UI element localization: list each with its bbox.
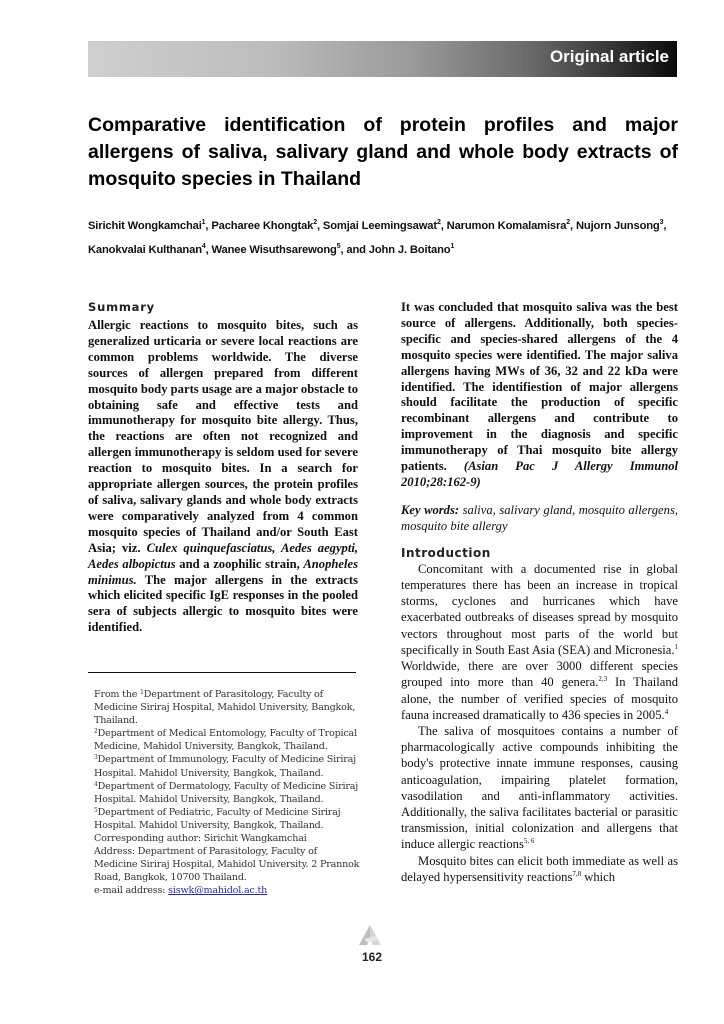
article-type-banner [88,41,677,77]
reference[interactable]: 2,3 [598,675,608,684]
author-list: Sirichit Wongkamchai$^1$, Pacharee Khongtak$^2$, Somjai Leemingsawat$^2$, Narumon Komalamisra$^2$, Nujorn Junsong$^3$, Kanokvalai Kulthanan$^4$, Wanee Wisuthsarewong$^5$, and John J. Boitano$^1$ [88,219,667,256]
article-type-label: Original article [549,47,669,66]
author: Somjai Leemingsawat$^2$ [322,219,441,232]
left-column [88,300,358,636]
keywords-value: saliva, salivary gland, mosquito allergens, mosquito bite allergy [401,502,678,533]
author: Sirichit Wongkamchai$^1$ [88,219,206,232]
footnote-divider [88,672,356,673]
keywords-label: Key words: [401,502,460,517]
page-number: 162 [361,950,383,964]
reference[interactable]: 1 [674,642,679,651]
intro-paragraph-3: Mosquito bites can elicit both immediate as well as delayed hypersensitivity reactions$^{7,8}$ which [401,853,678,884]
author: Nujorn Junsong$^3$ [575,219,664,232]
summary-text: Allergic reactions to mosquito bites, such as generalized urticaria or severe local reactions are common problems worldwide. The diverse sources of allergen prepared from different mosquito body parts usage are a major obstacle to obtaining safe and effective tests and immunotherapy for mosquito bite allergy. Thus, the reactions are often not recognized and allergen immunotherapy is seldom used for severe reaction to mosquito bites. In a search for appropriate allergen sources, the protein profiles of saliva, salivary glands and whole body extracts were comparatively analyzed from 4 common mosquito species of Thailand and/or South East Asia; viz. Culex quinquefasciatus, Aedes aegypti, Aedes albopictus and a zoophilic strain, Anopheles minimus. The major allergens in the extracts which elicited specific IgE responses in the pooled sera of subjects allergic to mosquito bites were identified. [88,318,358,635]
species-names: Culex quinquefasciatus, Aedes aegypti, Aedes albopictus [88,540,358,571]
email-line: e-mail address: siswk@mahidol.ac.th [94,885,268,897]
right-column [401,300,678,885]
author: Kanokvalai Kulthanan$^4$ [88,243,206,256]
citation: (Asian Pac J Allergy Immunol 2010;28:162-9) [401,459,679,489]
journal-triangle-logo-icon [358,924,382,946]
affiliation-2: $^2$Department of Medical Entomology, Faculty of Tropical Medicine, Mahidol University, Bangkok, Thailand. [94,728,357,753]
intro-paragraph-2: The saliva of mosquitoes contains a number of pharmacologically active compounds inhibiting the body's protective innate immune responses, causing anticoagulation, impairing platelet formation, vasodilation and anti-inflammatory activities. Additionally, the saliva facilitates bacterial or parasitic transmission, initial colonization and allergens that induce allergic reactions$^{5, 6}$ [401,723,678,852]
reference[interactable]: 4 [664,707,669,716]
author: Narumon Komalamisra$^2$ [446,219,571,232]
affiliation-1: From the $^1$Department of Parasitology, Faculty of Medicine Siriraj Hospital, Mahidol University, Bangkok, Thailand. [94,689,356,727]
intro-paragraph-1: Concomitant with a documented rise in global temperatures there has been an increase in tropical storms, cyclones and hurricanes which have exacerbated outbreaks of diseases spread by mosquito vectors throughout most parts of the world but specifically in South East Asia (SEA) and Micronesia.$^1$ Worldwide, there are over 3000 different species grouped into more than 40 genera.$^{2,3}$ In Thailand alone, the number of verified species of mosquito fauna increased dramatically to 436 species in 2005.$^4$ [401,561,679,722]
species-name: Anopheles minimus. [88,556,358,587]
author: Wanee Wisuthsarewong$^5$ [211,243,341,256]
introduction-heading: Introduction [401,545,491,560]
summary-heading: Summary [88,300,155,314]
affiliation-3: $^3$Department of Immunology, Faculty of Medicine Siriraj Hospital. Mahidol University, Bangkok, Thailand. [94,754,356,779]
email-link[interactable]: siswk@mahidol.ac.th [168,885,268,897]
correspondence-address: Address: Department of Parasitology, Faculty of Medicine Siriraj Hospital, Mahidol University. 2 Prannok Road, Bangkok, 10700 Thailand. [94,846,360,884]
affiliations-footnote [94,688,362,898]
author: John J. Boitano$^1$ [368,243,455,256]
corresponding-author: Corresponding author: Sirichit Wangkamchai [94,833,307,845]
author: Pacharee Khongtak$^2$ [211,219,317,232]
reference[interactable]: 7,8 [572,869,582,878]
summary-continued: It was concluded that mosquito saliva was the best source of allergens. Additionally, both species-specific and species-shared allergens of the 4 mosquito species were identified. The major saliva allergens having MWs of 36, 32 and 22 kDa were identified. The identifiestion of major allergens should facilitate the production of specific recombinant allergens and contribute to improvement in the diagnosis and specific immunotherapy of Thai mosquito bite allergy patients. (Asian Pac J Allergy Immunol 2010;28:162-9) [401,300,679,489]
keywords [401,502,678,534]
affiliation-4: $^4$Department of Dermatology, Faculty of Medicine Siriraj Hospital. Mahidol University, Bangkok, Thailand. [94,780,359,805]
reference[interactable]: 5, 6 [523,837,535,846]
affiliation-5: $^5$Department of Pediatric, Faculty of Medicine Siriraj Hospital. Mahidol University, Bangkok, Thailand. [94,806,341,831]
article-title: Comparative identification of protein profiles and major allergens of saliva, salivary gland and whole body extracts of mosquito species in Thailand [88,114,678,190]
